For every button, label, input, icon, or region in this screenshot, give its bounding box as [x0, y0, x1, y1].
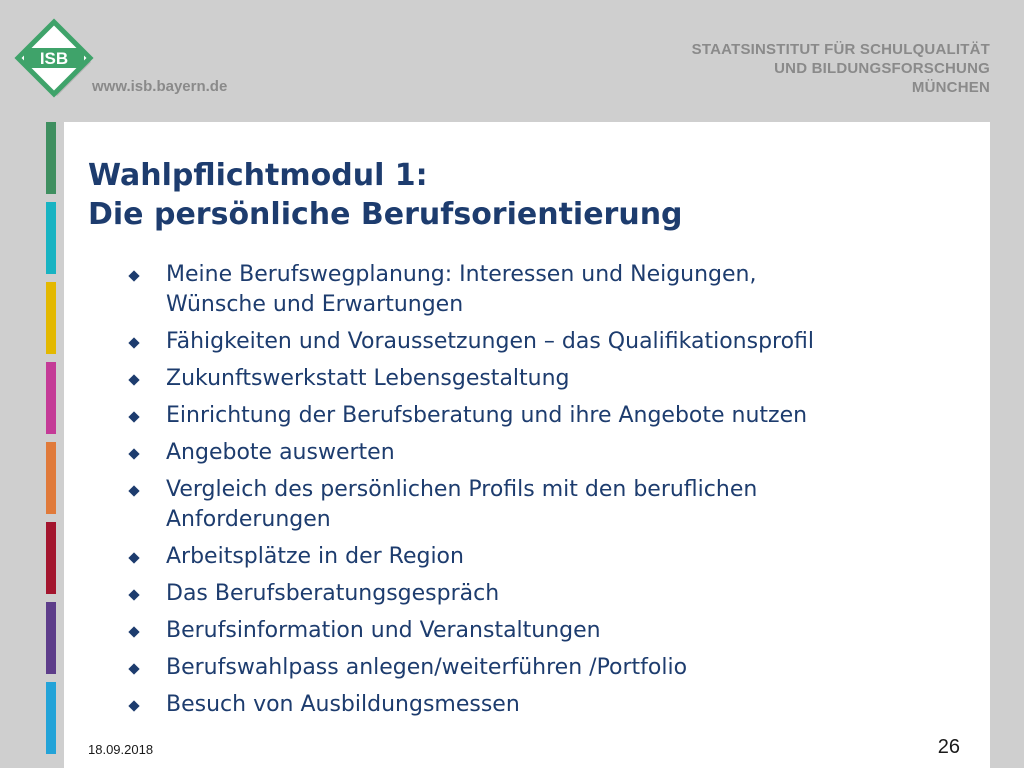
slide-title-line-1: Wahlpflichtmodul 1: — [88, 158, 428, 193]
bullet-text: Vergleich des persönlichen Profils mit den beruflichen — [166, 477, 758, 502]
isb-logo — [14, 18, 94, 98]
bullet-text: Fähigkeiten und Voraussetzungen – das Qualifikationsprofil — [166, 329, 815, 354]
logo-text: ISB — [39, 49, 69, 68]
bullet-diamond-icon — [128, 448, 139, 459]
bullet-text: Zukunftswerkstatt Lebensgestaltung — [166, 366, 570, 391]
bullet-diamond-icon — [128, 700, 139, 711]
slide-date: 18.09.2018 — [88, 742, 154, 757]
bullet-item — [128, 260, 988, 320]
bullet-text: Einrichtung der Berufsberatung und ihre Angebote nutzen — [166, 403, 808, 428]
bullet-diamond-icon — [128, 411, 139, 422]
bullet-item — [128, 401, 988, 431]
bullet-text: Berufsinformation und Veranstaltungen — [166, 618, 601, 643]
institute-line-3: MÜNCHEN — [911, 79, 990, 96]
bullet-diamond-icon — [128, 337, 139, 348]
bullet-list — [128, 260, 988, 727]
bullet-item — [128, 327, 988, 357]
color-stripe-1 — [46, 122, 56, 194]
bullet-text: Berufswahlpass anlegen/weiterführen /Portfolio — [166, 655, 688, 680]
slide-title-line-2: Die persönliche Berufsorientierung — [88, 197, 683, 232]
slide-title — [88, 156, 683, 234]
bullet-diamond-icon — [128, 374, 139, 385]
bullet-item — [128, 475, 988, 535]
bullet-text: Wünsche und Erwartungen — [166, 292, 464, 317]
institute-line-2: UND BILDUNGSFORSCHUNG — [774, 60, 990, 77]
bullet-item — [128, 653, 988, 683]
bullet-diamond-icon — [128, 626, 139, 637]
bullet-diamond-icon — [128, 270, 139, 281]
bullet-text: Anforderungen — [166, 507, 331, 532]
slide-content — [64, 122, 990, 768]
bullet-item — [128, 616, 988, 646]
bullet-diamond-icon — [128, 589, 139, 600]
color-stripe-8 — [46, 682, 56, 754]
bullet-diamond-icon — [128, 485, 139, 496]
institute-name — [692, 40, 990, 97]
bullet-text: Besuch von Ausbildungsmessen — [166, 692, 520, 717]
bullet-item — [128, 579, 988, 609]
bullet-text: Meine Berufswegplanung: Interessen und Neigungen, — [166, 262, 757, 287]
bullet-item — [128, 364, 988, 394]
color-stripe-2 — [46, 202, 56, 274]
page-number: 26 — [937, 736, 960, 758]
color-stripe-5 — [46, 442, 56, 514]
bullet-diamond-icon — [128, 663, 139, 674]
institute-line-1: STAATSINSTITUT FÜR SCHULQUALITÄT — [691, 41, 990, 58]
logo-url[interactable]: www.isb.bayern.de — [92, 78, 228, 95]
bullet-diamond-icon — [128, 552, 139, 563]
color-stripe-4 — [46, 362, 56, 434]
color-stripe-6 — [46, 522, 56, 594]
color-stripe-7 — [46, 602, 56, 674]
bullet-item — [128, 690, 988, 720]
bullet-text: Das Berufsberatungsgespräch — [166, 581, 500, 606]
bullet-item — [128, 542, 988, 572]
color-stripe-3 — [46, 282, 56, 354]
bullet-text: Angebote auswerten — [166, 440, 395, 465]
bullet-text: Arbeitsplätze in der Region — [166, 544, 464, 569]
bullet-item — [128, 438, 988, 468]
